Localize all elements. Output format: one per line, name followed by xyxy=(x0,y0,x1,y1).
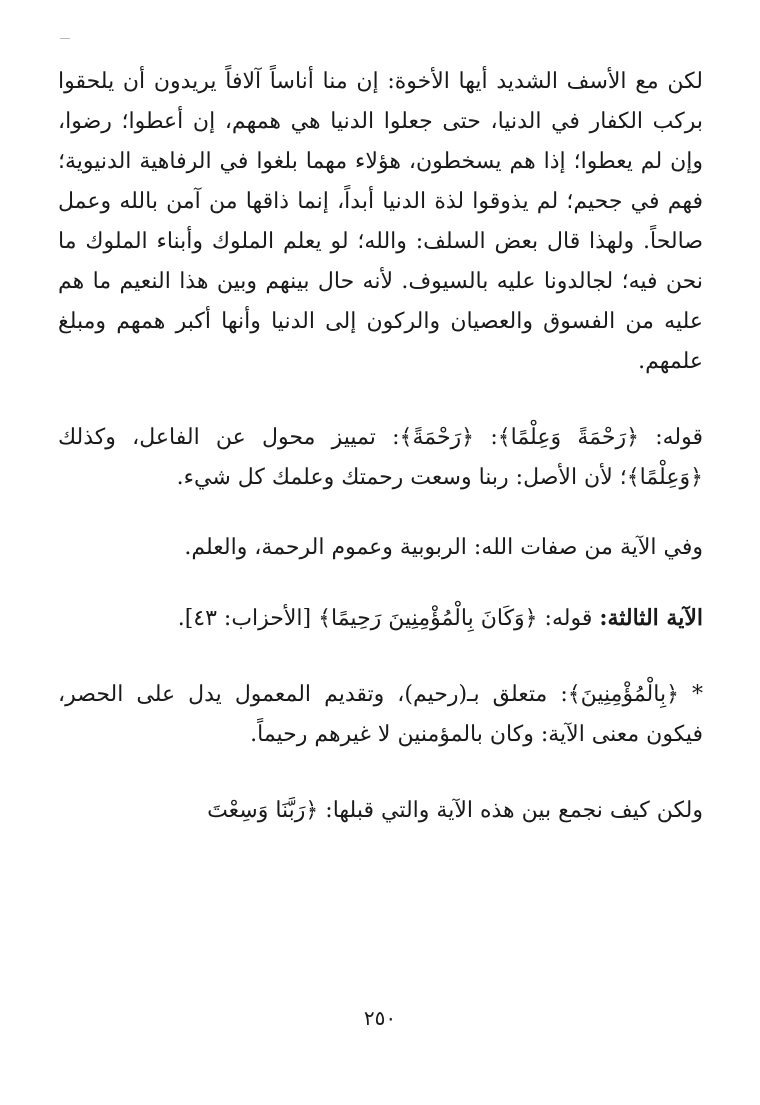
page-edge-mark xyxy=(60,38,70,39)
spacer xyxy=(58,498,703,528)
paragraph-2: قوله: ﴿رَحْمَةً وَعِلْمًا﴾: ﴿رَحْمَةً﴾: تمييز محول عن الفاعل، وكذلك ﴿وَعِلْمًا﴾؛ لأن الأصل: ربنا وسعت رحمتك وعلمك كل شيء. xyxy=(58,425,703,490)
paragraph-3: وفي الآية من صفات الله: الربوبية وعموم الرحمة، والعلم. xyxy=(184,535,703,560)
page-number: ٢٥٠ xyxy=(363,1006,397,1030)
ayah-paragraph xyxy=(58,598,703,639)
ayah-label: الآية الثالثة: xyxy=(599,605,703,631)
paragraph-5: ولكن كيف نجمع بين هذه الآية والتي قبلها: ﴿رَبَّنَا وَسِعْتَ xyxy=(207,798,703,823)
spacer xyxy=(58,639,703,675)
paragraph-1: لكن مع الأسف الشديد أيها الأخوة: إن منا أناساً آلافاً يريدون أن يلحقوا بركب الكفار في الدنيا، حتى جعلوا الدنيا هي همهم، إن أعطوا؛ رضوا، وإن لم يعطوا؛ إذا هم يسخطون، هؤلاء مهما بلغوا في الرفاهية الدنيوية؛ فهم في جحيم؛ لم يذوقوا لذة الدنيا أبداً، إنما ذاقها من آمن بالله وعمل صالحاً. ولهذا قال بعض السلف: والله؛ لو يعلم الملوك وأبناء الملوك ما نحن فيه؛ لجالدونا عليه بالسيوف. لأنه حال بينهم وبين هذا النعيم ما هم عليه من الفسوق والعصيان والركون إلى الدنيا وأنها أكبر همهم ومبلغ علمهم. xyxy=(58,69,703,374)
paragraph-4: * ﴿بِالْمُؤْمِنِينَ﴾: متعلق بـ(رحيم)، وتقديم المعمول يدل على الحصر، فيكون معنى الآية: وكان بالمؤمنين لا غيرهم رحيماً. xyxy=(58,682,703,747)
ayah-text: قوله: ﴿وَكَانَ بِالْمُؤْمِنِينَ رَحِيمًا﴾ [الأحزاب: ٤٣]. xyxy=(177,606,593,631)
spacer xyxy=(58,382,703,418)
page-body xyxy=(58,62,703,831)
spacer xyxy=(58,755,703,791)
spacer xyxy=(58,568,703,598)
